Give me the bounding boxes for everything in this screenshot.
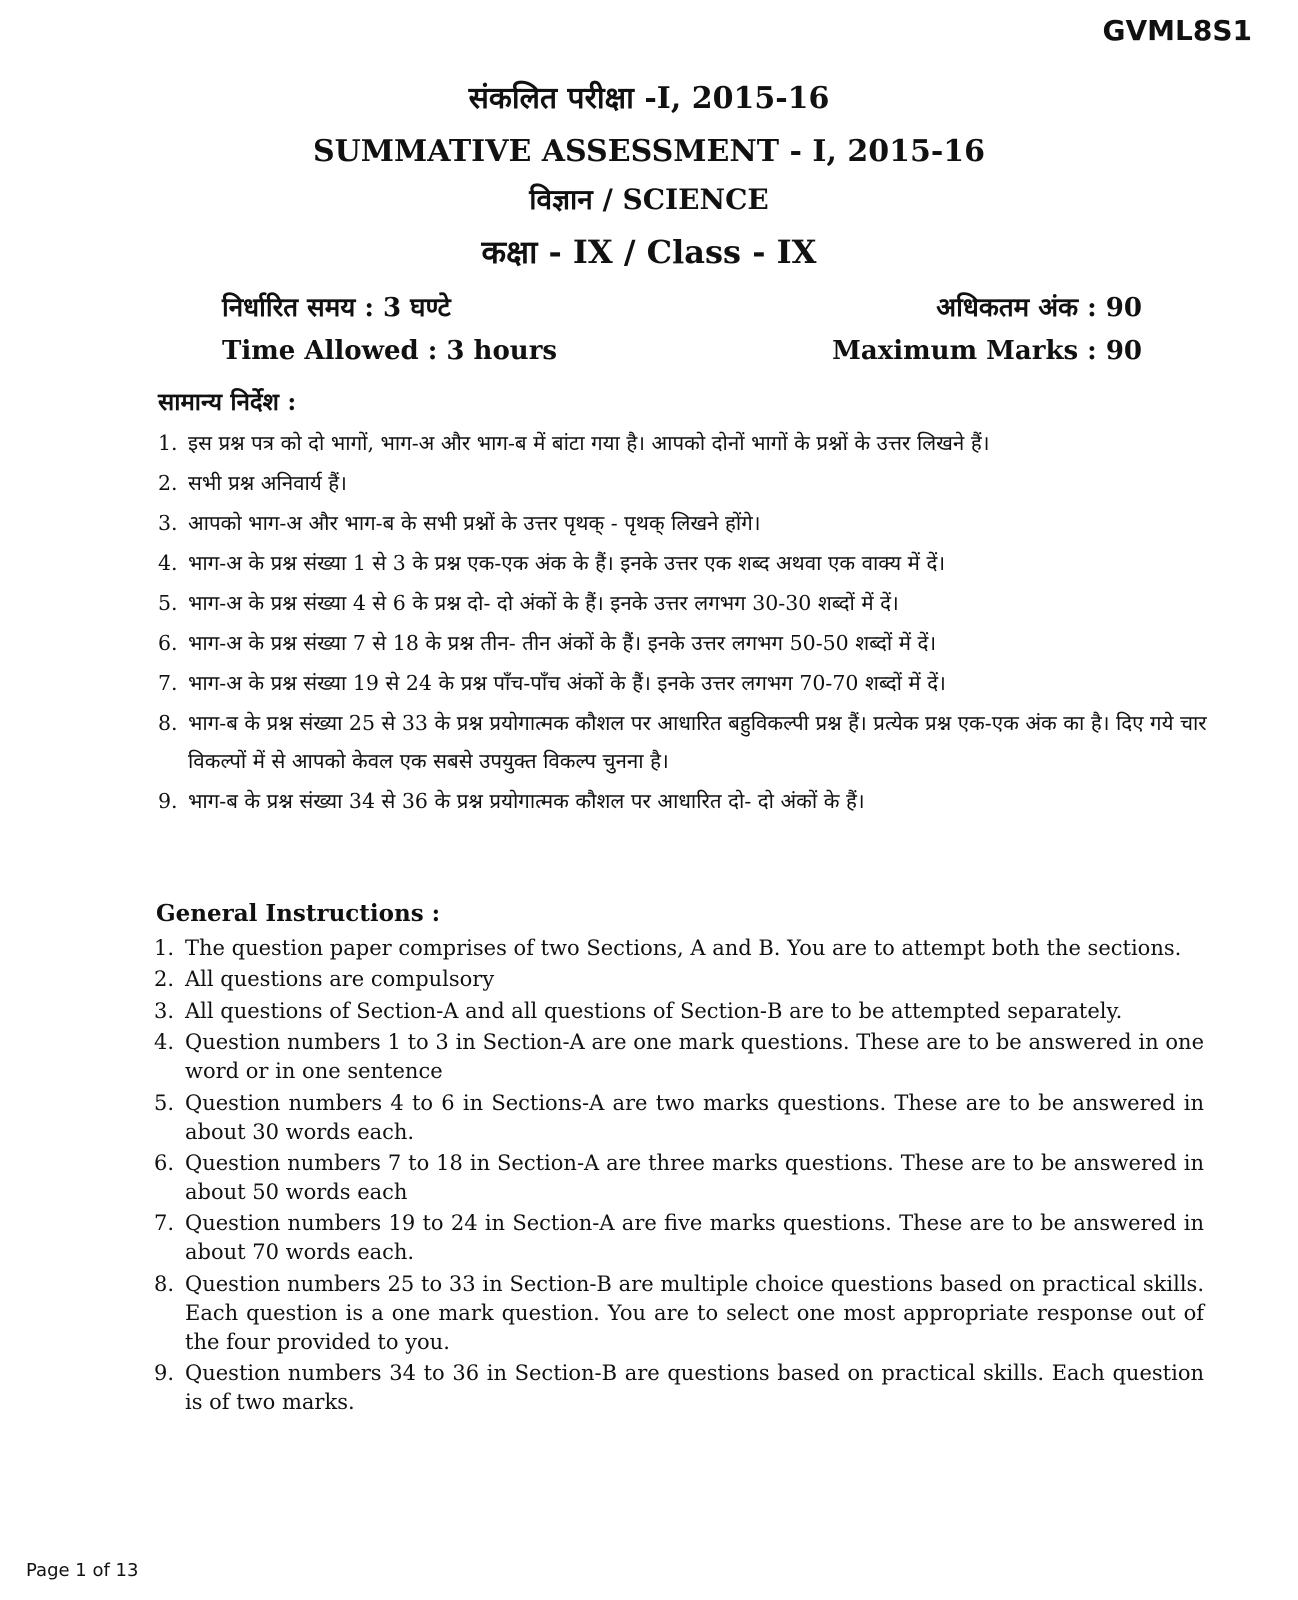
item-text: भाग-अ के प्रश्न संख्या 4 से 6 के प्रश्न दो- दो अंकों के हैं। इनके उत्तर लगभग 30-30 शब्दों में दें। [188, 591, 899, 615]
item-number: 3. [158, 511, 178, 535]
list-item [154, 1209, 1204, 1267]
list-item [154, 1149, 1204, 1207]
hindi-instructions-list [158, 424, 1208, 822]
list-item [154, 1359, 1204, 1417]
item-number: 4. [158, 551, 178, 575]
item-text: भाग-अ के प्रश्न संख्या 7 से 18 के प्रश्न तीन- तीन अंकों के हैं। इनके उत्तर लगभग 50-50 शब्दों में दें। [188, 631, 937, 655]
item-number: 1. [154, 936, 175, 960]
list-item [158, 464, 1208, 502]
item-text: Question numbers 19 to 24 in Section-A are five marks questions. These are to be answered in about 70 words each. [185, 1211, 1204, 1265]
item-number: 5. [154, 1090, 175, 1115]
general-instructions-heading: General Instructions : [156, 900, 441, 927]
list-item [158, 584, 1208, 622]
item-text: आपको भाग-अ और भाग-ब के सभी प्रश्नों के उत्तर पृथक् - पृथक् लिखने होंगे। [188, 511, 761, 535]
page-number: Page 1 of 13 [26, 1560, 139, 1581]
time-allowed-english: Time Allowed : 3 hours [222, 336, 558, 366]
time-allowed-hindi: निर्धारित समय : 3 घण्टे [222, 293, 451, 323]
list-item [158, 704, 1208, 780]
item-text: Question numbers 7 to 18 in Section-A are three marks questions. These are to be answered in about 50 words each [185, 1150, 1204, 1204]
list-item [154, 1270, 1204, 1357]
list-item [158, 624, 1208, 662]
item-number: 8. [158, 711, 178, 735]
list-item [158, 424, 1208, 462]
item-text: भाग-अ के प्रश्न संख्या 1 से 3 के प्रश्न एक-एक अंक के हैं। इनके उत्तर एक शब्द अथवा एक वाक्य में दें। [188, 551, 946, 575]
item-text: भाग-ब के प्रश्न संख्या 25 से 33 के प्रश्न प्रयोगात्मक कौशल पर आधारित बहुविकल्पी प्रश्न हैं। प्रत्येक प्रश्न एक-एक अंक का है। दिए गये चार विकल्पों में से आपको केवल एक सबसे उपयुक्त विकल्प चुनना है। [188, 711, 1207, 773]
list-item [154, 1028, 1204, 1086]
item-number: 6. [158, 631, 178, 655]
item-number: 2. [154, 967, 175, 992]
item-number: 8. [154, 1271, 175, 1296]
list-item [158, 544, 1208, 582]
list-item [158, 782, 1208, 820]
item-number: 1. [158, 431, 178, 455]
subject-title: विज्ञान / SCIENCE [529, 183, 769, 216]
item-number: 9. [154, 1361, 175, 1386]
hindi-instructions-heading: सामान्य निर्देश : [158, 387, 297, 416]
item-number: 7. [154, 1211, 175, 1236]
maximum-marks-hindi: अधिकतम अंक : 90 [936, 293, 1142, 323]
general-instructions-list [154, 934, 1204, 1420]
title-english: SUMMATIVE ASSESSMENT - I, 2015-16 [312, 134, 986, 169]
item-number: 2. [158, 471, 178, 495]
item-number: 9. [158, 789, 178, 813]
item-number: 6. [154, 1150, 175, 1175]
item-text: भाग-ब के प्रश्न संख्या 34 से 36 के प्रश्न प्रयोगात्मक कौशल पर आधारित दो- दो अंकों के हैं। [188, 789, 865, 813]
list-item [154, 997, 1204, 1026]
paper-code: GVML8S1 [1102, 14, 1252, 47]
item-number: 7. [158, 671, 178, 695]
item-text: Question numbers 1 to 3 in Section-A are one mark questions. These are to be answered in one word or in one sentence [185, 1030, 1204, 1084]
list-item [154, 934, 1204, 963]
list-item [154, 965, 1204, 994]
list-item [154, 1089, 1204, 1147]
item-text: All questions are compulsory [185, 967, 495, 992]
item-text: भाग-अ के प्रश्न संख्या 19 से 24 के प्रश्न पाँच-पाँच अंकों के हैं। इनके उत्तर लगभग 70-70 शब्दों में दें। [188, 671, 946, 695]
title-hindi: संकलित परीक्षा -I, 2015-16 [468, 81, 830, 116]
item-text: Question numbers 25 to 33 in Section-B are multiple choice questions based on practical skills. Each question is a one mark question. You are to select one most appropriate response out of the four provided to you. [185, 1271, 1204, 1354]
item-text: The question paper comprises of two Sections, A and B. You are to attempt both the sections. [185, 936, 1182, 960]
item-text: All questions of Section-A and all questions of Section-B are to be attempted separately. [185, 998, 1123, 1023]
list-item [158, 664, 1208, 702]
maximum-marks-english: Maximum Marks : 90 [832, 336, 1142, 366]
item-number: 5. [158, 591, 178, 615]
item-text: सभी प्रश्न अनिवार्य हैं। [188, 471, 347, 495]
list-item [158, 504, 1208, 542]
item-text: Question numbers 34 to 36 in Section-B are questions based on practical skills. Each question is of two marks. [185, 1361, 1204, 1415]
item-number: 3. [154, 998, 175, 1023]
item-text: Question numbers 4 to 6 in Sections-A are two marks questions. These are to be answered in about 30 words each. [185, 1090, 1204, 1144]
class-title: कक्षा - IX / Class - IX [481, 233, 817, 271]
item-text: इस प्रश्न पत्र को दो भागों, भाग-अ और भाग-ब में बांटा गया है। आपको दोनों भागों के प्रश्नों के उत्तर लिखने हैं। [188, 431, 990, 455]
item-number: 4. [154, 1030, 175, 1055]
